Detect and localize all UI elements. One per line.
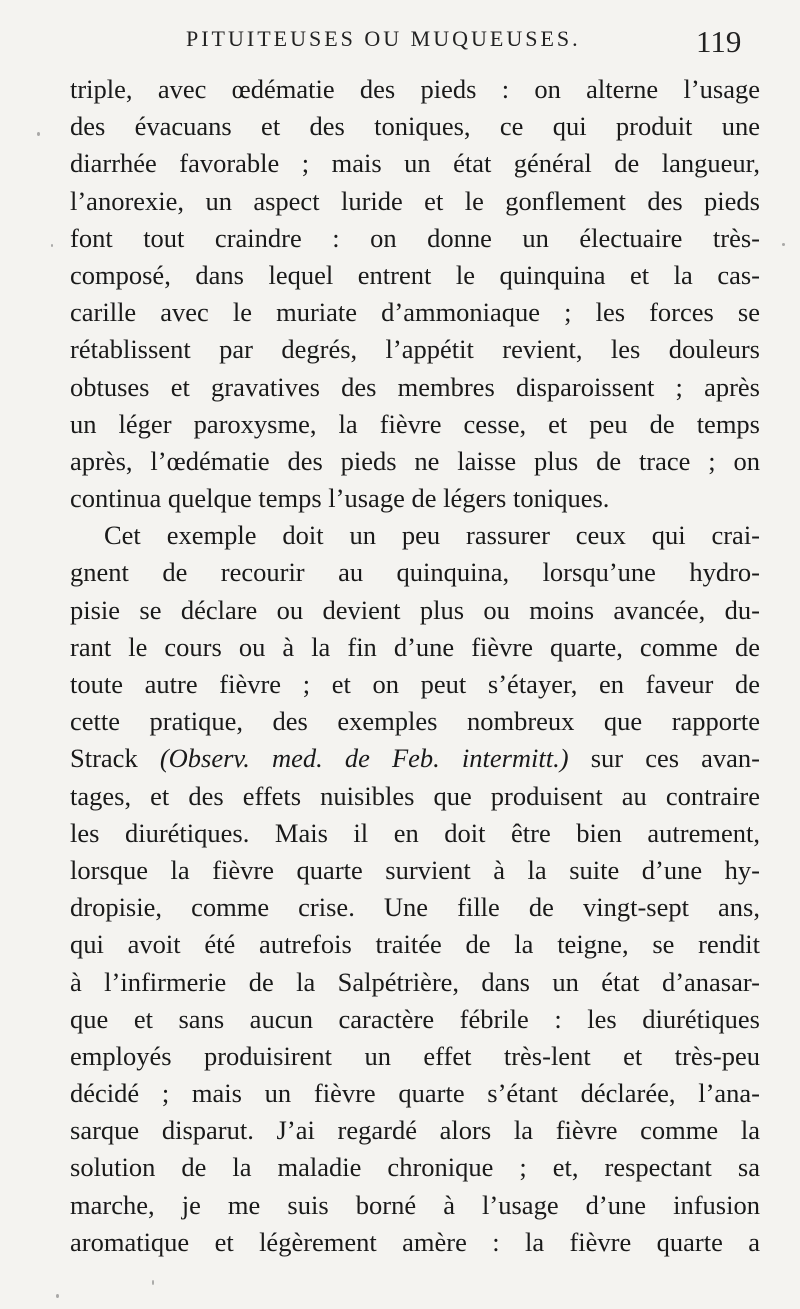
text-line: gnent de recourir au quinquina, lorsqu’une hydro- bbox=[70, 557, 760, 588]
text-line: les diurétiques. Mais il en doit être bien autrement, bbox=[70, 817, 760, 848]
text-line: un léger paroxysme, la fièvre cesse, et peu de temps bbox=[70, 408, 760, 439]
text-line: aromatique et légèrement amère : la fièvre quarte a bbox=[70, 1226, 760, 1257]
text-line: lorsque la fièvre quarte survient à la suite d’une hy- bbox=[70, 854, 760, 885]
author-name: Strack bbox=[70, 743, 138, 774]
text-line: que et sans aucun caractère fébrile : les diurétiques bbox=[70, 1003, 760, 1034]
text-line: composé, dans lequel entrent le quinquina et la cas- bbox=[70, 259, 760, 290]
text-line: après, l’œdématie des pieds ne laisse plus de trace ; on bbox=[70, 445, 760, 476]
paper-speck bbox=[152, 1280, 154, 1285]
page-number: 119 bbox=[696, 24, 742, 59]
body-text bbox=[70, 71, 760, 1261]
paper-speck bbox=[37, 132, 40, 136]
text-line: pisie se déclare ou devient plus ou moins avancée, du- bbox=[70, 594, 760, 625]
text-line: l’anorexie, un aspect luride et le gonflement des pieds bbox=[70, 185, 760, 216]
paper-speck bbox=[782, 243, 785, 246]
text-line: toute autre fièvre ; et on peut s’étayer, en faveur de bbox=[70, 669, 760, 699]
running-head: PITUITEUSES OU MUQUEUSES. bbox=[186, 26, 581, 51]
paper-speck bbox=[56, 1294, 59, 1298]
text-line: cette pratique, des exemples nombreux que rapporte bbox=[70, 706, 760, 737]
text-line: qui avoit été autrefois traitée de la teigne, se rendit bbox=[70, 929, 760, 960]
text-line: solution de la maladie chronique ; et, respectant sa bbox=[70, 1152, 760, 1183]
text-line: font tout craindre : on donne un électuaire très- bbox=[70, 222, 760, 253]
text-line-citation bbox=[70, 740, 760, 777]
text-line: rant le cours ou à la fin d’une fièvre quarte, comme de bbox=[70, 631, 760, 662]
text-line: rétablissent par degrés, l’appétit revient, les douleurs bbox=[70, 334, 760, 365]
text-line: triple, avec œdématie des pieds : on alterne l’usage bbox=[70, 74, 760, 104]
text-line: diarrhée favorable ; mais un état général de langueur, bbox=[70, 148, 760, 179]
text-line: marche, je me suis borné à l’usage d’une infusion bbox=[70, 1189, 760, 1220]
text-line: employés produisirent un effet très-lent et très-peu bbox=[70, 1040, 760, 1071]
text-line: carille avec le muriate d’ammoniaque ; les forces se bbox=[70, 297, 760, 328]
text-line: décidé ; mais un fièvre quarte s’étant déclarée, l’ana- bbox=[70, 1078, 760, 1109]
text-line: continua quelque temps l’usage de légers toniques. bbox=[70, 483, 610, 514]
text-line: Cet exemple doit un peu rassurer ceux qui crai- bbox=[104, 520, 760, 551]
text-line: sarque disparut. J’ai regardé alors la fièvre comme la bbox=[70, 1115, 760, 1146]
citation-title: (Observ. med. de Feb. intermitt.) bbox=[159, 743, 569, 774]
line-continuation: sur ces avan- bbox=[590, 743, 761, 774]
text-line: obtuses et gravatives des membres disparoissent ; après bbox=[70, 371, 760, 402]
text-line: à l’infirmerie de la Salpétrière, dans un état d’anasar- bbox=[70, 966, 760, 997]
text-line: dropisie, comme crise. Une fille de vingt-sept ans, bbox=[70, 892, 760, 923]
text-line: tages, et des effets nuisibles que produisent au contraire bbox=[70, 780, 760, 811]
paper-speck bbox=[51, 244, 53, 247]
text-line: des évacuans et des toniques, ce qui produit une bbox=[70, 111, 760, 142]
